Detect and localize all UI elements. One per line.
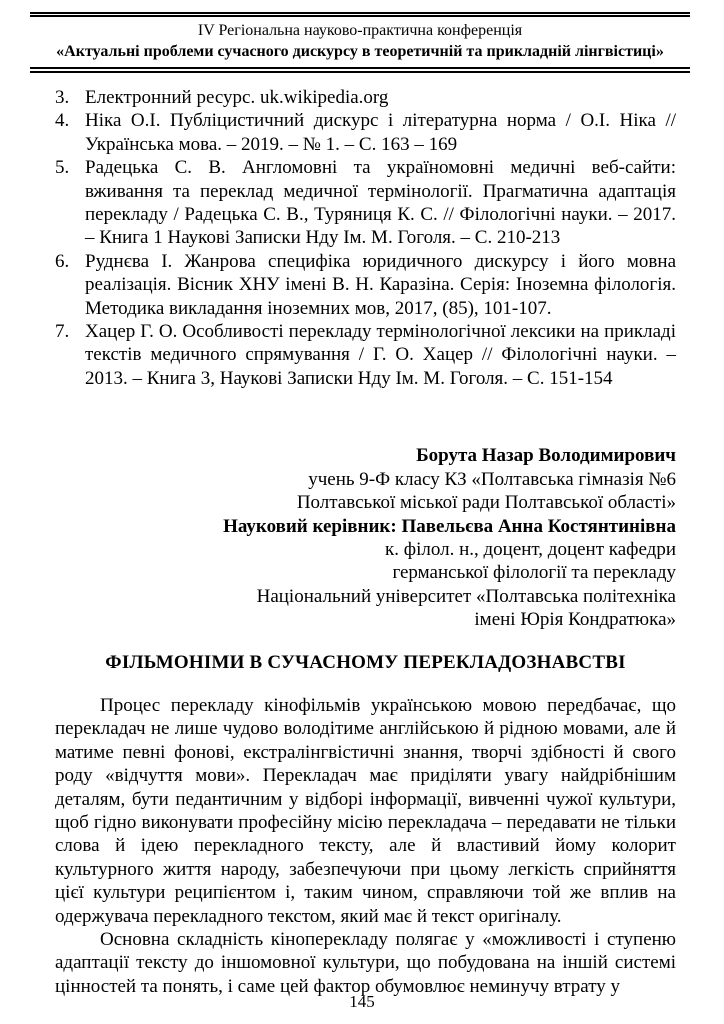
- supervisor-title: германської філології та перекладу: [392, 562, 676, 584]
- reference-number: 3.: [55, 87, 70, 108]
- body-paragraph: Процес перекладу кінофільмів українською мовою передбачає, що перекладач не лише чудово володітиме англійською й рідною мовами, але й матиме певні фонові, екстралінгвістичні знання, творчі здібності й свого роду «відчуття мови». Перекладач має приділяти увагу найдрібнішим деталям, бути педантичним у відборі інформації, вивченні чужої культури, щоб гідно виконувати професійну місію перекладача – передавати не тільки слова й ідею перекладного тексту, але й властивий йому колорит культурного життя народу, забезпечуючи при цьому легкість сприйняття цієї культури реципієнтом і, таким чином, справляючи той же вплив на одержувача перекладного текстом, який має й текст оригіналу.: [55, 694, 676, 927]
- reference-list: [55, 86, 676, 390]
- author-block: [55, 444, 676, 631]
- reference-number: 4.: [55, 110, 70, 132]
- conference-title: «Актуальні проблеми сучасного дискурсу в теоретичній та прикладній лінгвістиці»: [56, 43, 664, 60]
- author-affiliation: учень 9-Ф класу КЗ «Полтавська гімназія №6: [308, 468, 676, 490]
- reference-text: Руднєва І. Жанрова специфіка юридичного дискурсу і його мовна реалізація. Вісник ХНУ імені В. Н. Каразіна. Серія: Іноземна філологія. Методика викладання іноземних мов, 2017, (85), 101-107.: [85, 250, 676, 319]
- reference-text: Електронний ресурс. uk.wikipedia.org: [85, 87, 389, 108]
- reference-number: 7.: [55, 321, 70, 343]
- page-content: [55, 86, 676, 998]
- reference-text: Хацер Г. О. Особливості перекладу термінологічної лексики на прикладі текстів медичного спрямування / Г. О. Хацер // Філологічні науки. – 2013. – Книга 3, Наукові Записки Нду Ім. М. Гоголя. – С. 151-154: [85, 321, 676, 389]
- reference-item: [55, 86, 676, 109]
- author-name: Борута Назар Володимирович: [416, 445, 676, 467]
- supervisor-affiliation: імені Юрія Кондратюка»: [474, 609, 676, 631]
- supervisor-title: к. філол. н., доцент, доцент кафедри: [385, 538, 676, 560]
- reference-item: [55, 320, 676, 390]
- reference-number: 6.: [55, 250, 70, 272]
- conference-name: IV Регіональна науково-практична конференція: [197, 22, 523, 39]
- author-affiliation: Полтавської міської ради Полтавської області»: [296, 492, 676, 514]
- reference-text: Ніка О.І. Публіцистичний дискурс і літературна норма / О.І. Ніка // Українська мова. – 2019. – № 1. – С. 163 – 169: [85, 110, 676, 155]
- reference-item: [55, 156, 676, 250]
- page-number: 145: [349, 992, 375, 1011]
- body-paragraph: Основна складність кіноперекладу полягає у «можливості і ступеню адаптації тексту до іншомовної культури, що побудована на іншій системі цінностей та понять, і саме цей фактор обумовлює неминучу втрату у: [55, 929, 676, 997]
- running-head: [30, 12, 690, 73]
- article-title: ФІЛЬМОНІМИ В СУЧАСНОМУ ПЕРЕКЛАДОЗНАВСТВІ: [105, 651, 626, 673]
- reference-item: [55, 109, 676, 156]
- supervisor-affiliation: Національний університет «Полтавська політехніка: [256, 585, 676, 607]
- reference-item: [55, 250, 676, 320]
- reference-number: 5.: [55, 157, 70, 179]
- supervisor-name: Науковий керівник: Павельєва Анна Костянтинівна: [223, 515, 676, 537]
- reference-text: Радецька С. В. Англомовні та україномовні медичні веб-сайти: вживання та переклад медичної термінології. Прагматична адаптація перекладу / Радецька С. В., Туряниця К. С. // Філологічні науки. – 2017. – Книга 1 Наукові Записки Нду Ім. М. Гоголя. – С. 210-213: [85, 157, 676, 249]
